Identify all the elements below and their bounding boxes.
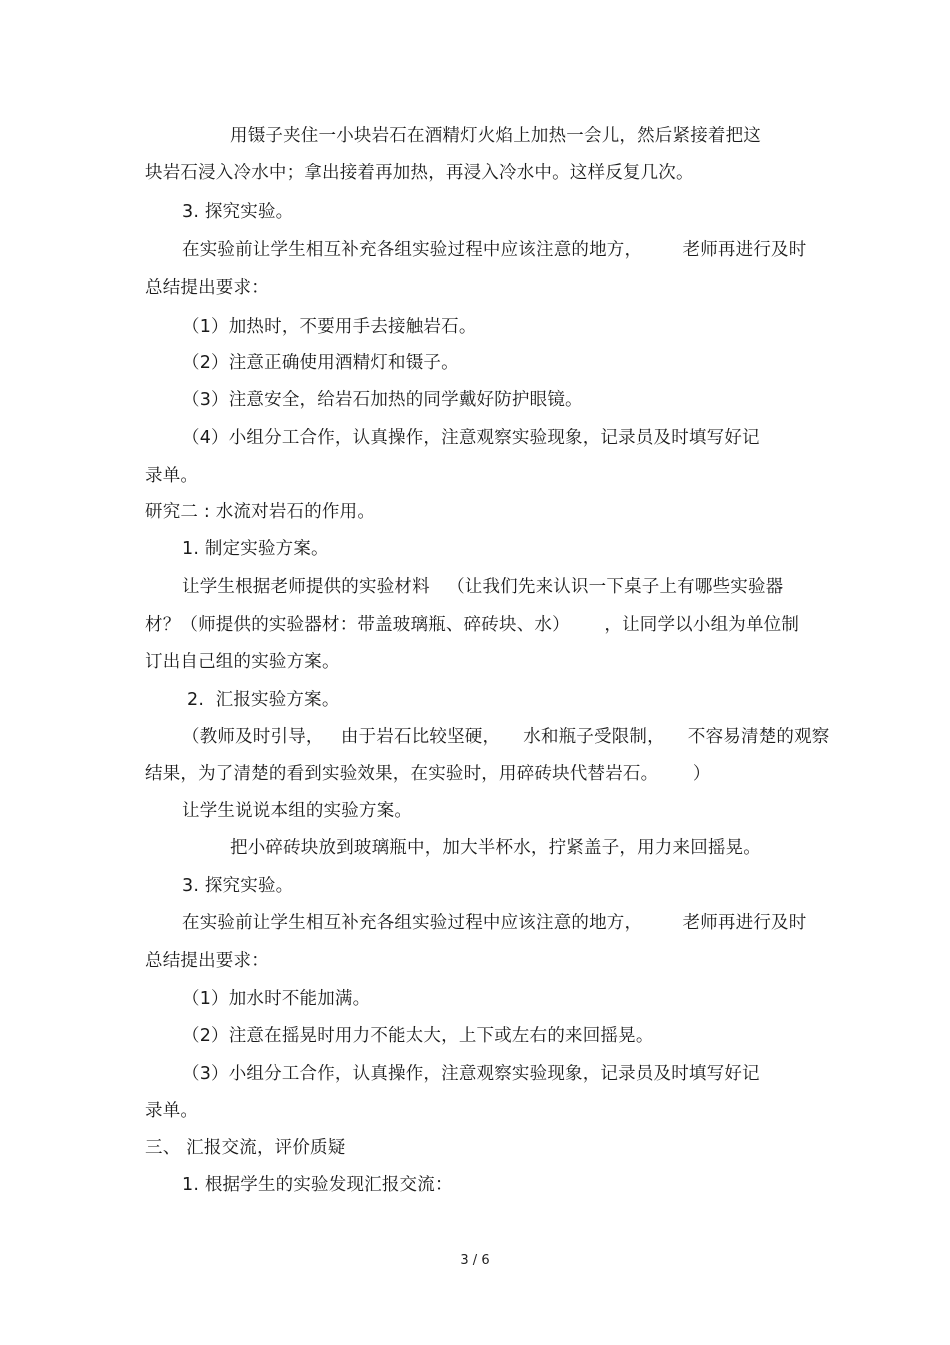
text-line: （2）注意在摇晃时用力不能太大，上下或左右的来回摇晃。 [182,1026,654,1046]
text-line: 在实验前让学生相互补充各组实验过程中应该注意的地方， 老师再进行及时 [182,913,807,933]
text-line: 2. 汇报实验方案。 [187,690,340,710]
text-line: 材？（师提供的实验器材：带盖玻璃瓶、碎砖块、水） ，让同学以小组为单位制 [145,615,800,635]
text-line: 用镊子夹住一小块岩石在酒精灯火焰上加热一会儿，然后紧接着把这 [230,126,761,146]
text-line: 1. 根据学生的实验发现汇报交流： [182,1175,453,1195]
page-number: 3 / 6 [460,1253,490,1268]
text-line: 块岩石浸入冷水中；拿出接着再加热，再浸入冷水中。这样反复几次。 [145,163,694,183]
text-line: （1）加热时，不要用手去接触岩石。 [182,317,477,337]
text-line: （1）加水时不能加满。 [182,989,371,1009]
text-line: 录单。 [145,1101,199,1121]
section-heading: 三、 汇报交流，评价质疑 [145,1138,346,1158]
text-line: （4）小组分工合作，认真操作，注意观察实验现象，记录员及时填写好记 [182,428,760,448]
text-line: 让学生说说本组的实验方案。 [182,801,413,821]
text-line: 3. 探究实验。 [182,202,294,222]
text-line: （3）注意安全，给岩石加热的同学戴好防护眼镜。 [182,390,583,410]
text-line: 结果，为了清楚的看到实验效果，在实验时，用碎砖块代替岩石。 ） [145,764,711,784]
text-line: 总结提出要求： [145,951,269,971]
text-line: 录单。 [145,466,199,486]
text-line: 让学生根据老师提供的实验材料 （让我们先来认识一下桌子上有哪些实验器 [182,577,784,597]
text-line: 在实验前让学生相互补充各组实验过程中应该注意的地方， 老师再进行及时 [182,240,807,260]
text-line: 3. 探究实验。 [182,876,294,896]
text-line: （2）注意正确使用酒精灯和镊子。 [182,353,459,373]
text-line: 订出自己组的实验方案。 [145,652,340,672]
text-line: （教师及时引导， 由于岩石比较坚硬， 水和瓶子受限制， 不容易清楚的观察 [182,727,830,747]
text-line: （3）小组分工合作，认真操作，注意观察实验现象，记录员及时填写好记 [182,1064,760,1084]
text-line: 把小碎砖块放到玻璃瓶中，加大半杯水，拧紧盖子，用力来回摇晃。 [230,838,761,858]
text-line: 1. 制定实验方案。 [182,539,329,559]
section-heading: 研究二 : 水流对岩石的作用。 [145,502,376,522]
text-line: 总结提出要求： [145,278,269,298]
